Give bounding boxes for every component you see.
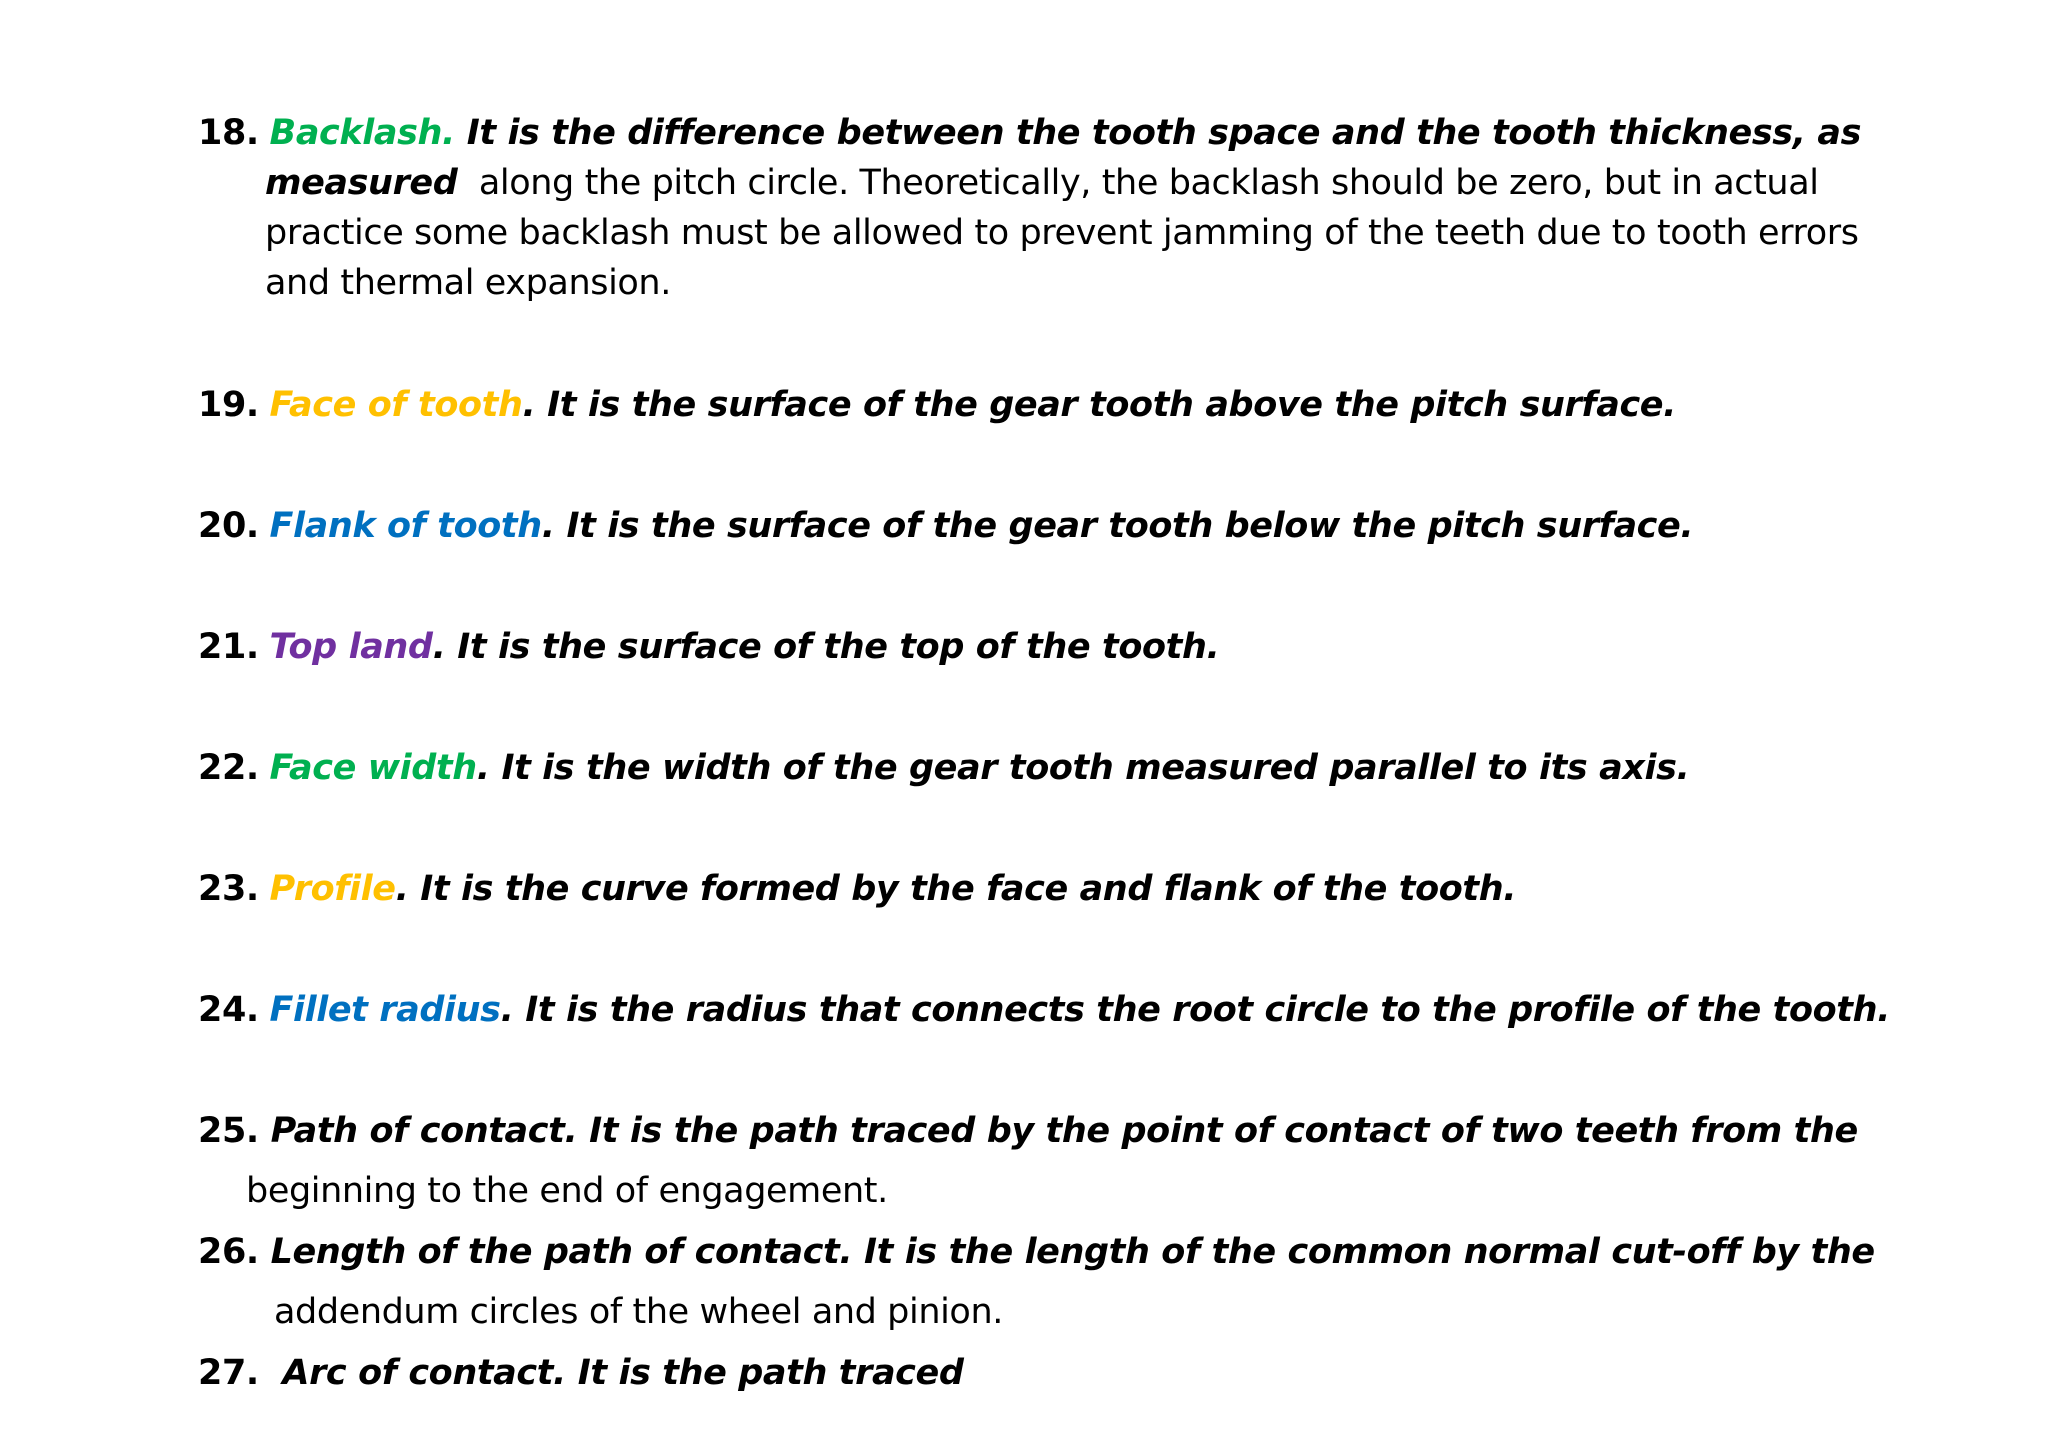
term-face-width: Face width	[269, 748, 477, 788]
definition-length-of-path: Length of the path of contact. It is the length of the common normal cut-off by the	[258, 1232, 1875, 1272]
item-number: 22.	[198, 748, 259, 788]
term-profile: Profile	[269, 869, 396, 909]
definition-backlash-line4: and thermal expansion.	[265, 263, 671, 303]
item-18-line-4	[265, 260, 671, 306]
term-backlash: Backlash.	[269, 113, 455, 153]
term-fillet-radius: Fillet radius	[269, 990, 501, 1030]
definition-length-of-path-line2: addendum circles of the wheel and pinion.	[274, 1292, 1003, 1332]
definition-face-width: . It is the width of the gear tooth measured parallel to its axis.	[476, 748, 1690, 788]
item-22	[198, 745, 1689, 791]
item-number: 24.	[198, 990, 259, 1030]
item-number: 23.	[198, 869, 259, 909]
item-25-continuation	[246, 1168, 888, 1214]
item-24	[198, 987, 1890, 1033]
item-26	[198, 1229, 1875, 1275]
definition-path-of-contact-line2: beginning to the end of engagement.	[246, 1171, 888, 1211]
term-flank-of-tooth: Flank of tooth	[269, 506, 542, 546]
definition-path-of-contact: Path of contact. It is the path traced by the point of contact of two teeth from the	[258, 1111, 1858, 1151]
definition-face-of-tooth: . It is the surface of the gear tooth above the pitch surface.	[522, 385, 1677, 425]
item-number: 18.	[198, 113, 259, 153]
definition-arc-of-contact: Arc of contact. It is the path traced	[258, 1353, 964, 1393]
item-27	[198, 1350, 964, 1396]
item-26-continuation	[274, 1289, 1003, 1335]
item-18-line-1	[198, 110, 1861, 156]
definition-backlash-line3: practice some backlash must be allowed to prevent jamming of the teeth due to tooth errors	[265, 213, 1859, 253]
item-21	[198, 624, 1219, 670]
item-25	[198, 1108, 1858, 1154]
item-number: 27.	[198, 1353, 259, 1393]
item-number: 21.	[198, 627, 259, 667]
definition-fillet-radius: . It is the radius that connects the root circle to the profile of the tooth.	[500, 990, 1891, 1030]
definition-profile: . It is the curve formed by the face and flank of the tooth.	[395, 869, 1517, 909]
item-number: 20.	[198, 506, 259, 546]
item-23	[198, 866, 1516, 912]
item-number: 26.	[198, 1232, 259, 1272]
item-18-line-2	[265, 160, 1819, 206]
definition-backlash: It is the difference between the tooth space and the tooth thickness, as	[454, 113, 1862, 153]
item-number: 25.	[198, 1111, 259, 1151]
item-20	[198, 503, 1693, 549]
definition-backlash-line2: along the pitch circle. Theoretically, the backlash should be zero, but in actual	[457, 163, 1819, 203]
term-top-land: Top land	[269, 627, 433, 667]
item-number: 19.	[198, 385, 259, 425]
definition-top-land: . It is the surface of the top of the tooth.	[432, 627, 1220, 667]
item-18-line-3	[265, 210, 1859, 256]
definition-flank-of-tooth: . It is the surface of the gear tooth below the pitch surface.	[541, 506, 1694, 546]
term-face-of-tooth: Face of tooth	[269, 385, 523, 425]
definition-backlash-measured: measured	[265, 163, 458, 203]
item-19	[198, 382, 1676, 428]
